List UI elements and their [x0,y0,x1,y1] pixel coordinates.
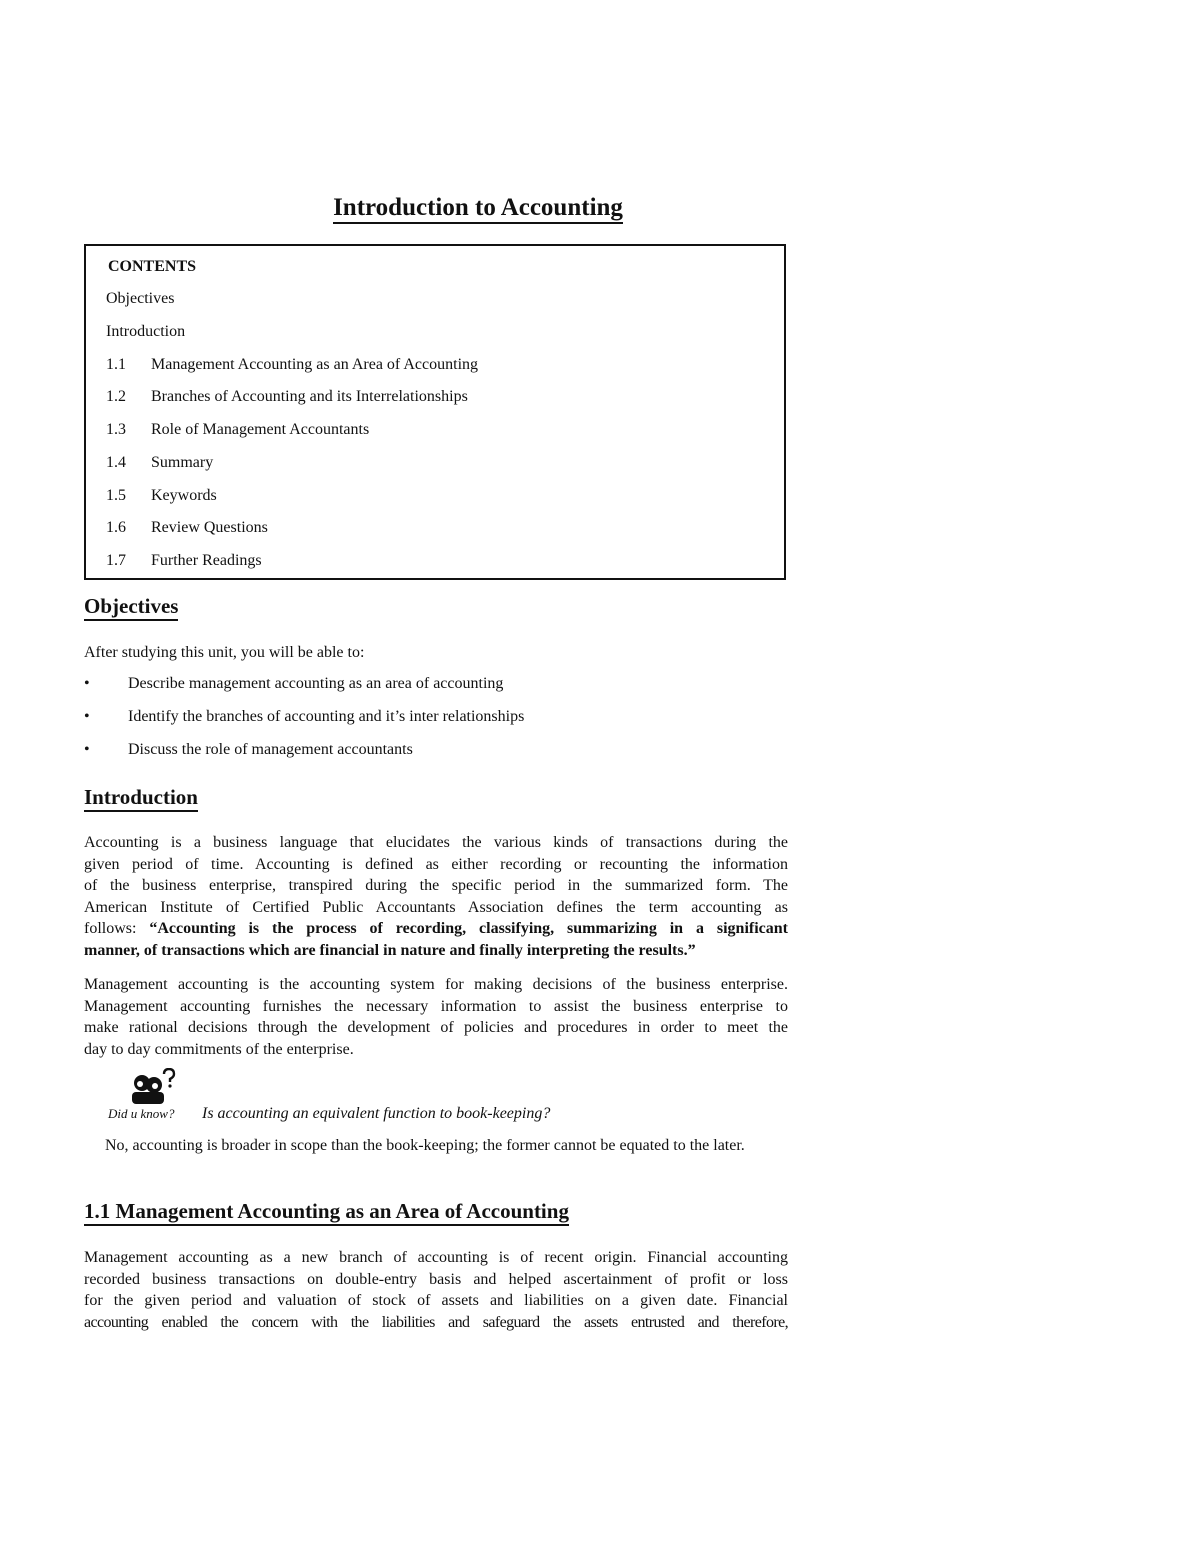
section-1-1-heading: 1.1 Management Accounting as an Area of Accounting [84,1199,569,1224]
did-you-know-label: Did u know? [108,1106,175,1121]
objective-text: Describe management accounting as an area of accounting [128,675,504,692]
objectives-heading: Objectives [84,594,178,619]
section-1-1-paragraph [84,1247,788,1333]
text-line: day to day commitments of the enterprise. [84,1040,354,1058]
text-line: of the business enterprise, transpired during the specific period in the summarized form. The [84,877,788,894]
toc-num: 1.7 [106,552,126,569]
contents-box [84,244,786,580]
definition-quote: “Accounting is the process of recording, classifying, summarizing in a significant [149,920,788,937]
toc-num: 1.5 [106,487,126,504]
page-title: Introduction to Accounting [0,194,956,222]
definition-quote-end: manner, of transactions which are financial in nature and finally interpreting the results.” [84,941,696,959]
toc-num: 1.6 [106,519,126,536]
objectives-intro: After studying this unit, you will be able to: [84,644,365,661]
toc-item-introduction[interactable]: Introduction [106,323,186,340]
introduction-heading: Introduction [84,785,198,810]
toc-item-objectives[interactable]: Objectives [106,290,175,307]
contents-heading: CONTENTS [108,258,197,275]
text-line: Management accounting is the accounting system for making decisions of the business enterprise. [84,976,788,993]
toc-num: 1.4 [106,454,126,471]
toc-item-1-6[interactable]: Review Questions [151,519,268,536]
did-you-know-answer: No, accounting is broader in scope than the book-keeping; the former cannot be equated to the later. [105,1137,745,1154]
bullet: • [84,741,90,758]
text-line: American Institute of Certified Public Accountants Association defines the term accounting as [84,898,788,916]
toc-item-1-2[interactable]: Branches of Accounting and its Interrelationships [151,388,468,405]
toc-num: 1.3 [106,421,126,438]
toc-item-1-5[interactable]: Keywords [151,487,217,504]
bullet: • [84,675,90,692]
text-line: accounting enabled the concern with the liabilities and safeguard the assets entrusted and therefore, [84,1313,788,1331]
bullet: • [84,708,90,725]
toc-num: 1.2 [106,388,126,405]
introduction-paragraph-2 [84,974,788,1060]
toc-item-1-3[interactable]: Role of Management Accountants [151,421,370,438]
toc-item-1-7[interactable]: Further Readings [151,552,262,569]
text-line: make rational decisions through the development of policies and procedures in order to meet the [84,1019,788,1036]
text-line: recorded business transactions on double-entry basis and helped ascertainment of profit or loss [84,1270,788,1288]
text-line: Management accounting as a new branch of accounting is of recent origin. Financial accounting [84,1249,788,1266]
objective-text: Discuss the role of management accountants [128,741,413,758]
did-you-know-icon [124,1068,176,1108]
text-plain: follows: [84,920,150,937]
text-line: Accounting is a business language that elucidates the various kinds of transactions during the [84,834,788,851]
text-line [84,918,788,940]
text-line: for the given period and valuation of stock of assets and liabilities on a given date. Financial [84,1292,788,1309]
text-line: given period of time. Accounting is defined as either recording or recounting the information [84,855,788,873]
toc-item-1-1[interactable]: Management Accounting as an Area of Accounting [151,356,479,373]
introduction-paragraph-1 [84,832,788,961]
did-you-know-question: Is accounting an equivalent function to book-keeping? [202,1105,551,1122]
objective-text: Identify the branches of accounting and it’s inter relationships [128,708,525,725]
toc-item-1-4[interactable]: Summary [151,454,214,471]
toc-num: 1.1 [106,356,126,373]
text-line: Management accounting furnishes the necessary information to assist the business enterprise to [84,997,788,1015]
